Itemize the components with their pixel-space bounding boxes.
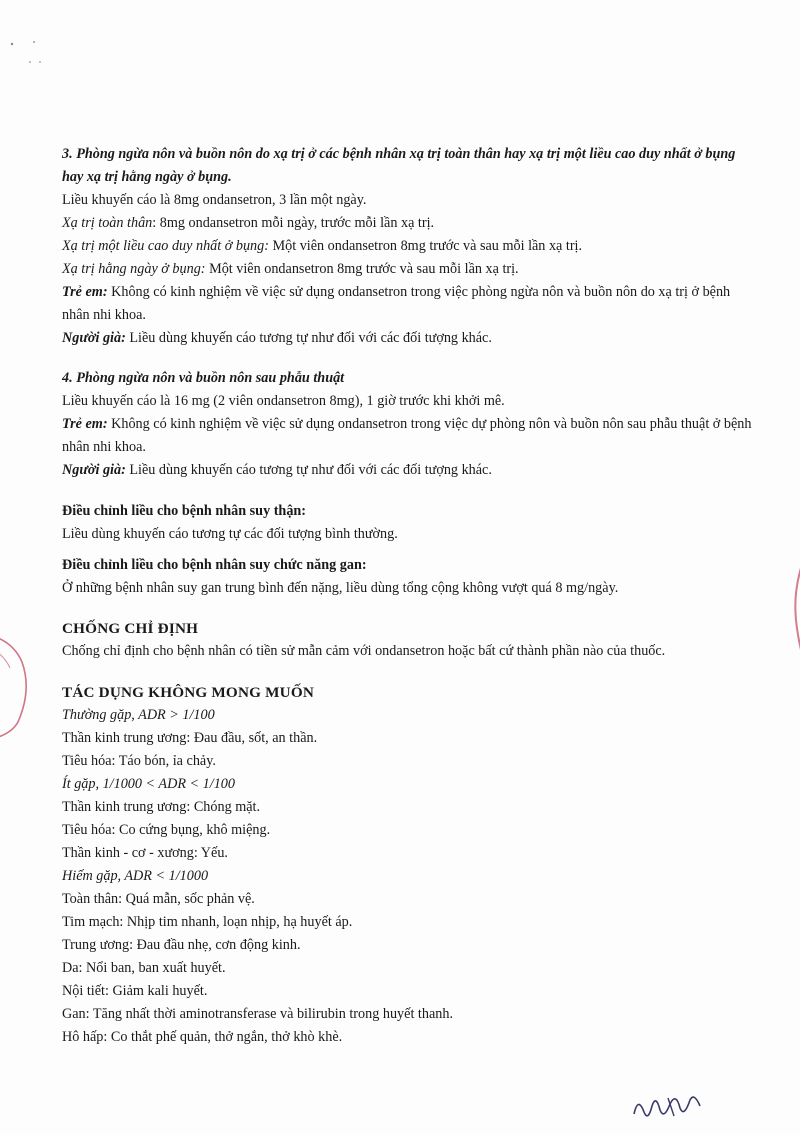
section-4-title: 4. Phòng ngừa nôn và buồn nôn sau phẫu thuật <box>62 370 345 386</box>
section-4-elderly <box>62 459 752 482</box>
renal-heading: Điều chỉnh liều cho bệnh nhân suy thận: <box>62 503 307 519</box>
children-text: Không có kinh nghiệm về việc sử dụng ondansetron trong việc dự phòng nôn và buồn nôn sau phẫu thuật ở bệnh nhân nhi khoa. <box>62 416 752 455</box>
document-page <box>62 143 752 1049</box>
red-seal-stamp-left <box>0 612 42 752</box>
single-high-text: Một viên ondansetron 8mg trước và sau mỗi lần xạ trị. <box>268 238 583 254</box>
red-seal-stamp-right <box>782 540 800 700</box>
elderly-label: Người già: <box>62 330 126 346</box>
adverse-item: Thần kinh trung ương: Chóng mặt. <box>62 799 261 815</box>
adverse-item: Tim mạch: Nhịp tim nhanh, loạn nhịp, hạ huyết áp. <box>62 914 353 930</box>
adverse-item: Nội tiết: Giảm kali huyết. <box>62 983 208 999</box>
adverse-item: Thần kinh - cơ - xương: Yếu. <box>62 845 228 861</box>
adverse-heading: TÁC DỤNG KHÔNG MONG MUỐN <box>62 684 315 701</box>
section-3-title: 3. Phòng ngừa nôn và buồn nôn do xạ trị ở các bệnh nhân xạ trị toàn thân hay xạ trị một liều cao duy nhất ở bụng hay xạ trị hằng ngày ở bụng. <box>62 146 736 185</box>
hepatic-text: Ở những bệnh nhân suy gan trung bình đến nặng, liều dùng tổng cộng không vượt quá 8 mg/ngày. <box>62 580 619 596</box>
adverse-uncommon-label: Ít gặp, 1/1000 < ADR < 1/100 <box>62 776 235 792</box>
whole-body-label: Xạ trị toàn thân <box>62 215 153 231</box>
signature-icon <box>630 1086 710 1126</box>
children-label: Trẻ em: <box>62 416 108 432</box>
single-high-label: Xạ trị một liều cao duy nhất ở bụng: <box>62 238 269 254</box>
section-4-dose: Liều khuyến cáo là 16 mg (2 viên ondansetron 8mg), 1 giờ trước khi khởi mê. <box>62 393 505 409</box>
adverse-item: Gan: Tăng nhất thời aminotransferase và bilirubin trong huyết thanh. <box>62 1006 453 1022</box>
adverse-common-label: Thường gặp, ADR > 1/100 <box>62 707 215 723</box>
scan-speck-marks <box>8 40 48 70</box>
contraindication-text: Chống chỉ định cho bệnh nhân có tiền sử mẫn cảm với ondansetron hoặc bất cứ thành phần nào của thuốc. <box>62 643 666 659</box>
section-3-daily <box>62 258 752 281</box>
renal-text: Liều dùng khuyến cáo tương tự các đối tượng bình thường. <box>62 526 398 542</box>
adverse-item: Trung ương: Đau đầu nhẹ, cơn động kinh. <box>62 937 301 953</box>
elderly-text: Liều dùng khuyến cáo tương tự như đối với các đối tượng khác. <box>125 330 492 346</box>
adverse-item: Da: Nổi ban, ban xuất huyết. <box>62 960 226 976</box>
section-3-whole-body <box>62 212 752 235</box>
children-text: Không có kinh nghiệm về việc sử dụng ondansetron trong việc phòng ngừa nôn và buồn nôn do xạ trị ở bệnh nhân nhi khoa. <box>62 284 731 323</box>
hepatic-heading: Điều chỉnh liều cho bệnh nhân suy chức năng gan: <box>62 557 367 573</box>
adverse-item: Tiêu hóa: Táo bón, ỉa chảy. <box>62 753 216 769</box>
children-label: Trẻ em: <box>62 284 108 300</box>
seal-edge-icon <box>782 540 800 700</box>
adverse-rare-label: Hiếm gặp, ADR < 1/1000 <box>62 868 209 884</box>
daily-label: Xạ trị hằng ngày ở bụng: <box>62 261 206 277</box>
whole-body-text: : 8mg ondansetron mỗi ngày, trước mỗi lần xạ trị. <box>152 215 435 231</box>
section-3-single-high <box>62 235 752 258</box>
section-4-children <box>62 413 752 459</box>
contraindication-heading: CHỐNG CHỈ ĐỊNH <box>62 620 199 637</box>
daily-text: Một viên ondansetron 8mg trước và sau mỗi lần xạ trị. <box>205 261 519 277</box>
section-3-children <box>62 281 752 327</box>
section-3-dose: Liều khuyến cáo là 8mg ondansetron, 3 lần một ngày. <box>62 192 367 208</box>
seal-icon <box>0 612 42 752</box>
section-3-elderly <box>62 327 752 350</box>
elderly-text: Liều dùng khuyến cáo tương tự như đối với các đối tượng khác. <box>125 462 492 478</box>
elderly-label: Người già: <box>62 462 126 478</box>
adverse-item: Hô hấp: Co thắt phế quản, thở ngắn, thở khò khè. <box>62 1029 343 1045</box>
adverse-item: Tiêu hóa: Co cứng bụng, khô miệng. <box>62 822 271 838</box>
adverse-item: Thần kinh trung ương: Đau đầu, sốt, an thần. <box>62 730 318 746</box>
adverse-item: Toàn thân: Quá mẫn, sốc phản vệ. <box>62 891 255 907</box>
